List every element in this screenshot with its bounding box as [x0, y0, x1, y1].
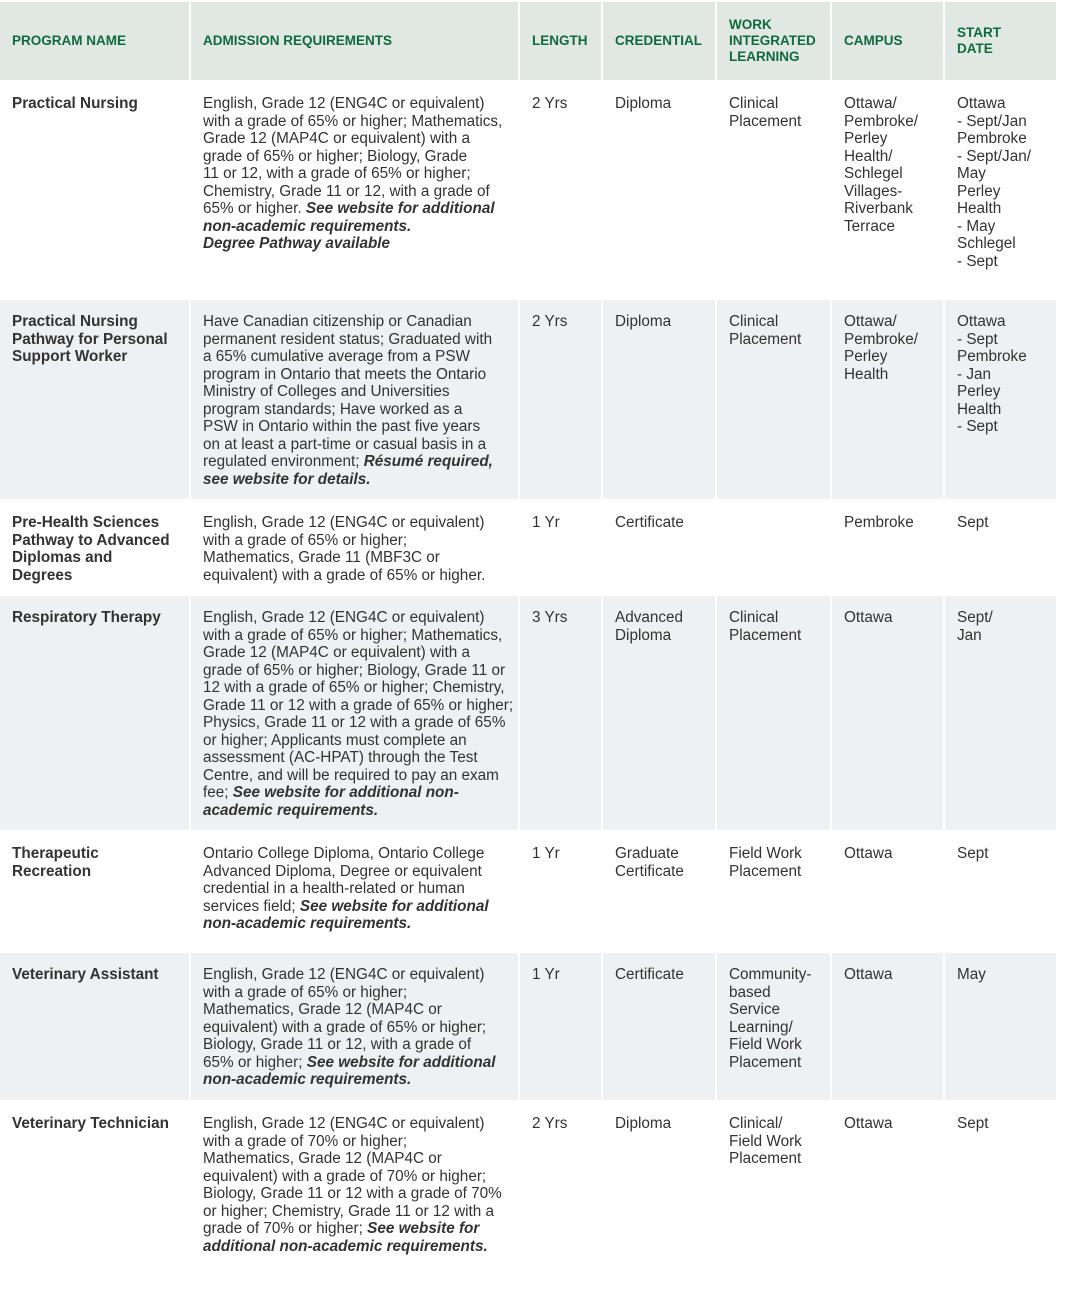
header-start-date: START DATE [945, 2, 1056, 80]
header-row [0, 2, 1056, 80]
length-cell: 2 Yrs [520, 300, 601, 499]
program-name-cell: Practical Nursing [12, 95, 138, 112]
header-length: LENGTH [520, 2, 601, 80]
table-row [0, 501, 1056, 594]
admission-requirements-cell: English, Grade 12 (ENG4C or equivalent) with a grade of 65% or higher; Mathematics, Grade 12 (MAP4C or equivalent) with a grade of 65% or higher; Biology, Grade 11 or 12, with a grade of 65% or higher; Chemistry, Grade 11 or 12, with a grade of 65% or higher. See website for additional non-academic requirements. Degree Pathway available [203, 95, 503, 252]
length-cell: 1 Yr [532, 845, 560, 862]
credential-cell: Certificate [603, 953, 715, 1100]
work-integrated-learning-cell: Field Work Placement [729, 845, 802, 880]
work-integrated-learning-cell [717, 501, 830, 594]
start-date-cell: Sept [957, 845, 989, 862]
admission-requirements-cell: English, Grade 12 (ENG4C or equivalent) with a grade of 65% or higher; Mathematics, Grade 12 (MAP4C or equivalent) with a grade of 65% or higher; Biology, Grade 11 or 12, with a grade of 65% or higher; See website for additional non-academic requirements. [191, 953, 518, 1100]
credential-cell: Advanced Diploma [603, 596, 715, 830]
campus-cell: Pembroke [844, 514, 914, 531]
start-date-cell: Sept [957, 1115, 989, 1132]
table-header [0, 2, 1056, 80]
header-work-integrated-learning: WORK INTEGRATED LEARNING [717, 2, 830, 80]
length-cell: 2 Yrs [532, 1115, 568, 1132]
length-cell: 1 Yr [520, 953, 601, 1100]
admission-requirements-cell: English, Grade 12 (ENG4C or equivalent) with a grade of 70% or higher; Mathematics, Grade 12 (MAP4C or equivalent) with a grade of 70% or higher; Biology, Grade 11 or 12 with a grade of 70% or higher; Chemistry, Grade 11 or 12 with a grade of 70% or higher; See website for additional non-academic requirements. [203, 1115, 502, 1255]
credential-cell: Graduate Certificate [615, 845, 684, 880]
admission-requirements-cell: English, Grade 12 (ENG4C or equivalent) with a grade of 65% or higher; Mathematics, Grade 12 (MAP4C or equivalent) with a grade of 65% or higher; Biology, Grade 11 or 12 with a grade of 65% or higher; Chemistry, Grade 11 or 12 with a grade of 65% or higher; Physics, Grade 11 or 12 with a grade of 65% or higher; Applicants must complete an assessment (AC-HPAT) through the Test Centre, and will be required to pay an exam fee; See website for additional non- academic requirements. [191, 596, 518, 830]
campus-cell: Ottawa [832, 953, 943, 1100]
work-integrated-learning-cell: Clinical Placement [717, 596, 830, 830]
start-date-cell: Sept [957, 514, 989, 531]
campus-cell: Ottawa [844, 1115, 893, 1132]
campus-cell: Ottawa [844, 845, 893, 862]
admission-requirements-cell: English, Grade 12 (ENG4C or equivalent) with a grade of 65% or higher; Mathematics, Grade 11 (MBF3C or equivalent) with a grade of 65% or higher. [203, 514, 486, 584]
credential-cell: Certificate [615, 514, 684, 531]
admission-requirements-cell: Have Canadian citizenship or Canadian permanent resident status; Graduated with a 65% cumulative average from a PSW program in Ontario that meets the Ontario Ministry of Colleges and Universities program standards; Have worked as a PSW in Ontario within the past five years on at least a part-time or casual basis in a regulated environment; Résumé required, see website for details. [191, 300, 518, 499]
table-row [0, 300, 1056, 499]
table-row [0, 596, 1056, 830]
work-integrated-learning-cell: Clinical Placement [729, 95, 802, 130]
start-date-cell: Ottawa - Sept/Jan Pembroke - Sept/Jan/ May Perley Health - May Schlegel - Sept [957, 95, 1031, 270]
credential-cell: Diploma [615, 95, 672, 112]
campus-cell: Ottawa [832, 596, 943, 830]
header-program-name: PROGRAM NAME [0, 2, 189, 80]
work-integrated-learning-cell: Clinical Placement [717, 300, 830, 499]
admission-requirements-cell: Ontario College Diploma, Ontario College Advanced Diploma, Degree or equivalent credential in a health-related or human services field; See website for additional non-academic requirements. [203, 845, 489, 932]
credential-cell: Diploma [603, 300, 715, 499]
length-cell: 1 Yr [532, 514, 560, 531]
campus-cell: Ottawa/ Pembroke/ Perley Health [832, 300, 943, 499]
program-name-cell: Therapeutic Recreation [12, 845, 99, 880]
start-date-cell: Ottawa - Sept Pembroke - Jan Perley Health - Sept [945, 300, 1056, 499]
program-name-cell: Veterinary Technician [12, 1115, 170, 1132]
table-row [0, 82, 1056, 298]
length-cell: 3 Yrs [520, 596, 601, 830]
table-body [0, 82, 1056, 1292]
credential-cell: Diploma [615, 1115, 672, 1132]
table-row [0, 953, 1056, 1100]
start-date-cell: May [945, 953, 1056, 1100]
length-cell: 2 Yrs [532, 95, 568, 112]
header-campus: CAMPUS [832, 2, 943, 80]
program-name-cell: Respiratory Therapy [0, 596, 189, 830]
table-row [0, 832, 1056, 951]
program-name-cell: Veterinary Assistant [0, 953, 189, 1100]
campus-cell: Ottawa/ Pembroke/ Perley Health/ Schlegel Villages- Riverbank Terrace [844, 95, 918, 235]
table-row [0, 1102, 1056, 1292]
program-name-cell: Practical Nursing Pathway for Personal Support Worker [0, 300, 189, 499]
start-date-cell: Sept/ Jan [945, 596, 1056, 830]
header-admission-requirements: ADMISSION REQUIREMENTS [191, 2, 518, 80]
program-name-cell: Pre-Health Sciences Pathway to Advanced Diplomas and Degrees [12, 514, 170, 584]
work-integrated-learning-cell: Clinical/ Field Work Placement [729, 1115, 802, 1167]
work-integrated-learning-cell: Community- based Service Learning/ Field Work Placement [717, 953, 830, 1100]
header-credential: CREDENTIAL [603, 2, 715, 80]
